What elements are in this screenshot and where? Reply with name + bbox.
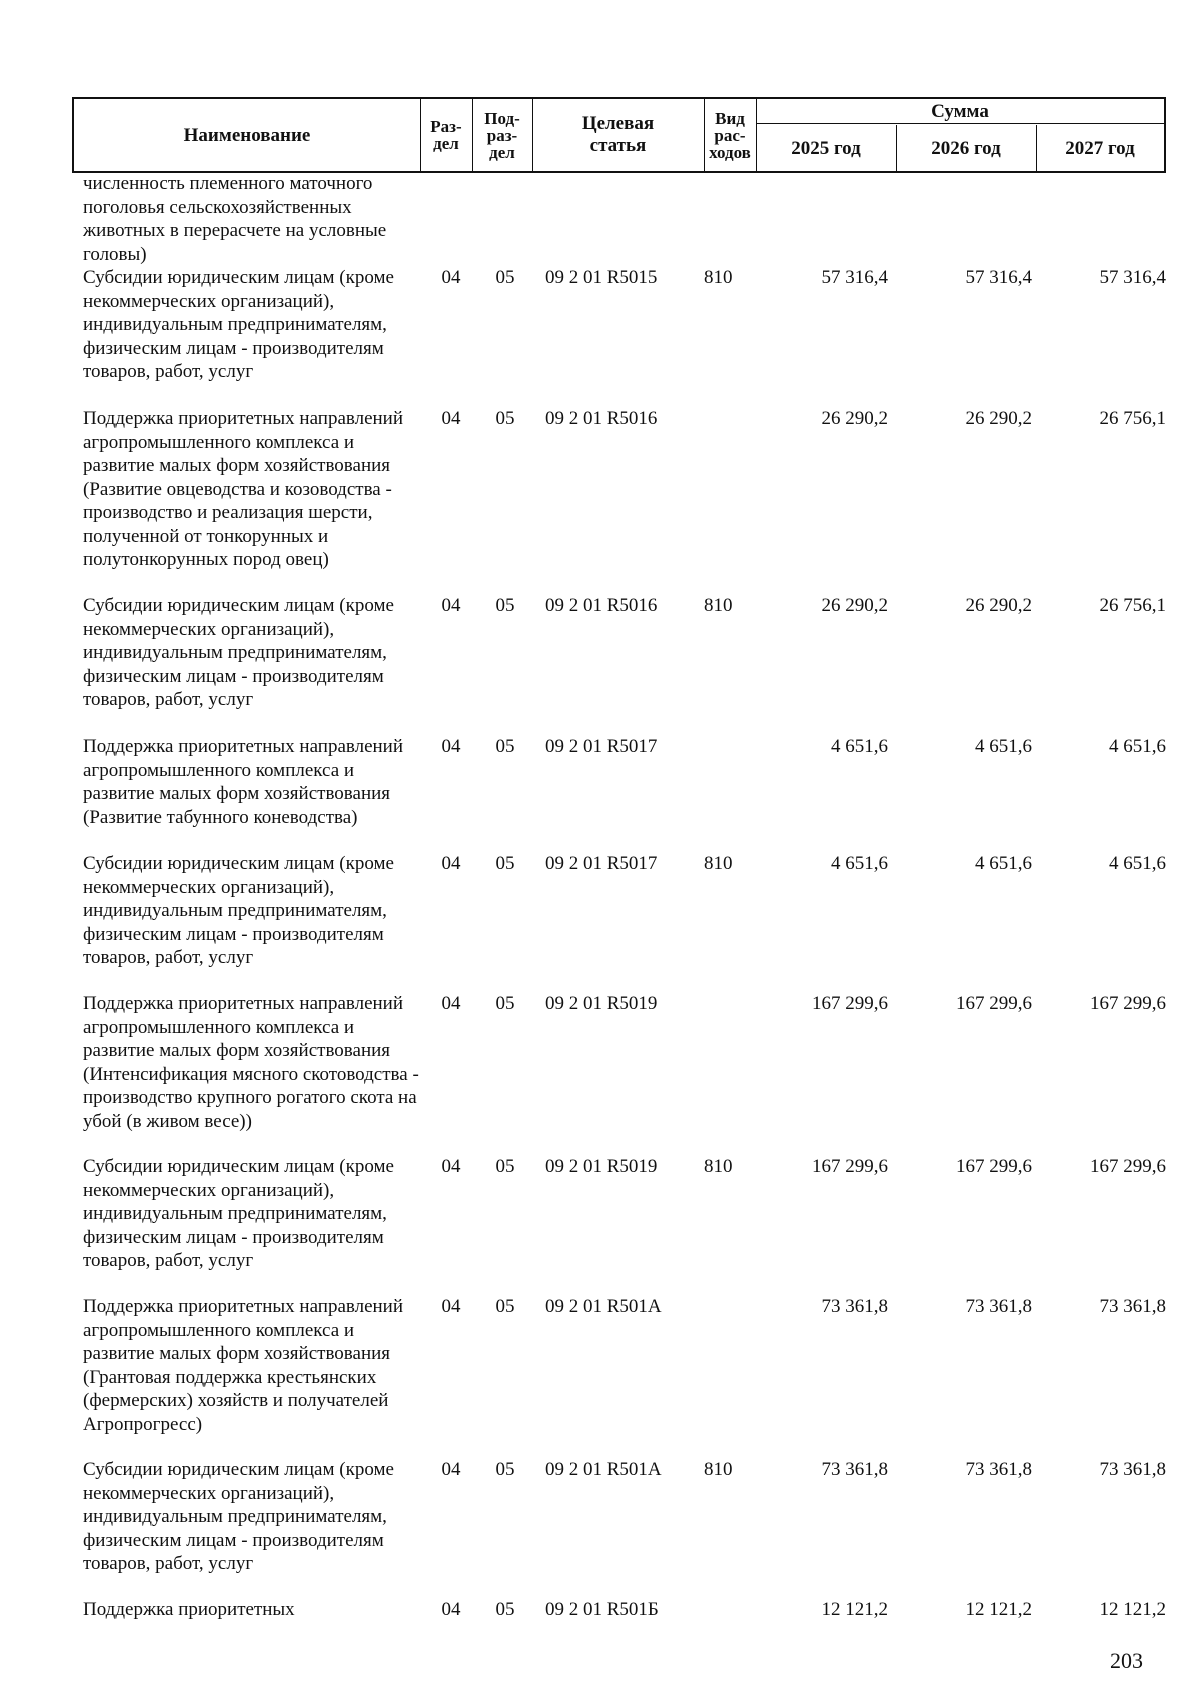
row-2026: 26 290,2 <box>965 595 1032 616</box>
row-2027: 57 316,4 <box>1099 267 1166 288</box>
row-2025: 26 290,2 <box>821 595 888 616</box>
row-celevaya: 09 2 01 R5016 <box>545 595 658 616</box>
row-name: Субсидии юридическим лицам (кроме некоммерческих организаций), индивидуальным предпринимателям, физическим лицам - производителям товаров, работ, услуг <box>83 267 394 382</box>
row-name: Поддержка приоритетных направлений агропромышленного комплекса и развитие малых форм хозяйствования (Развитие овцеводства и козоводства - производство и реализация шерсти, полученной от тонкорунных и полутонкорунных пород овец) <box>83 408 404 570</box>
header-razdel: Раз- дел <box>430 117 462 153</box>
row-name: Субсидии юридическим лицам (кроме некоммерческих организаций), индивидуальным предпринимателям, физическим лицам - производителям товаров, работ, услуг <box>83 853 394 968</box>
row-name: Субсидии юридическим лицам (кроме некоммерческих организаций), индивидуальным предпринимателям, физическим лицам - производителям товаров, работ, услуг <box>83 1459 394 1574</box>
row-2025: 4 651,6 <box>831 736 888 757</box>
header-year-2027: 2027 год <box>1065 137 1135 159</box>
row-2026: 167 299,6 <box>956 993 1032 1014</box>
row-vid: 810 <box>704 267 733 288</box>
row-2026: 26 290,2 <box>965 408 1032 429</box>
row-2025: 4 651,6 <box>831 853 888 874</box>
row-razdel: 04 <box>441 595 461 616</box>
row-celevaya: 09 2 01 R501Б <box>545 1599 659 1620</box>
row-razdel: 04 <box>441 1459 461 1480</box>
row-razdel: 04 <box>441 408 461 429</box>
row-razdel: 04 <box>441 736 461 757</box>
row-name: Поддержка приоритетных направлений агропромышленного комплекса и развитие малых форм хозяйствования (Интенсификация мясного скотоводства - производство крупного рогатого скота на убой (в живом весе)) <box>83 993 419 1132</box>
row-name: Поддержка приоритетных <box>83 1599 295 1620</box>
row-vid: 810 <box>704 853 733 874</box>
header-year-2025: 2025 год <box>791 137 861 159</box>
row-name: численность племенного маточного поголовья сельскохозяйственных животных в перерасчете на условные головы) <box>83 173 387 265</box>
row-vid: 810 <box>704 595 733 616</box>
header-year-2026: 2026 год <box>931 137 1001 159</box>
row-2027: 26 756,1 <box>1099 595 1166 616</box>
row-2026: 4 651,6 <box>975 736 1032 757</box>
row-podrazdel: 05 <box>495 267 515 288</box>
row-2025: 73 361,8 <box>821 1459 888 1480</box>
row-name: Субсидии юридическим лицам (кроме некоммерческих организаций), индивидуальным предпринимателям, физическим лицам - производителям товаров, работ, услуг <box>83 595 394 710</box>
row-2027: 4 651,6 <box>1109 736 1166 757</box>
row-podrazdel: 05 <box>495 736 515 757</box>
row-celevaya: 09 2 01 R5015 <box>545 267 658 288</box>
header-vid: Вид рас- ходов <box>709 108 751 162</box>
row-vid: 810 <box>704 1156 733 1177</box>
row-2025: 12 121,2 <box>821 1599 888 1620</box>
row-podrazdel: 05 <box>495 1296 515 1317</box>
row-2027: 26 756,1 <box>1099 408 1166 429</box>
table-header <box>72 97 1166 173</box>
row-2027: 73 361,8 <box>1099 1296 1166 1317</box>
row-celevaya: 09 2 01 R5016 <box>545 408 658 429</box>
row-razdel: 04 <box>441 853 461 874</box>
row-name: Субсидии юридическим лицам (кроме некоммерческих организаций), индивидуальным предпринимателям, физическим лицам - производителям товаров, работ, услуг <box>83 1156 394 1271</box>
row-razdel: 04 <box>441 993 461 1014</box>
row-2026: 4 651,6 <box>975 853 1032 874</box>
row-podrazdel: 05 <box>495 853 515 874</box>
row-2026: 73 361,8 <box>965 1296 1032 1317</box>
row-celevaya: 09 2 01 R5017 <box>545 736 658 757</box>
row-podrazdel: 05 <box>495 993 515 1014</box>
row-vid: 810 <box>704 1459 733 1480</box>
row-celevaya: 09 2 01 R5019 <box>545 1156 658 1177</box>
row-celevaya: 09 2 01 R501А <box>545 1296 662 1317</box>
header-celevaya: Целевая статья <box>581 113 655 156</box>
row-razdel: 04 <box>441 1156 461 1177</box>
row-2025: 167 299,6 <box>812 993 888 1014</box>
row-podrazdel: 05 <box>495 1459 515 1480</box>
row-podrazdel: 05 <box>495 595 515 616</box>
row-name: Поддержка приоритетных направлений агропромышленного комплекса и развитие малых форм хозяйствования (Грантовая поддержка крестьянских (фермерских) хозяйств и получателей Агропрогресс) <box>83 1296 404 1435</box>
header-summa: Сумма <box>931 100 989 122</box>
row-podrazdel: 05 <box>495 1156 515 1177</box>
row-2025: 167 299,6 <box>812 1156 888 1177</box>
row-razdel: 04 <box>441 1296 461 1317</box>
row-2027: 167 299,6 <box>1090 993 1166 1014</box>
row-2026: 73 361,8 <box>965 1459 1032 1480</box>
header-name: Наименование <box>183 124 311 146</box>
row-2027: 73 361,8 <box>1099 1459 1166 1480</box>
row-name: Поддержка приоритетных направлений агропромышленного комплекса и развитие малых форм хозяйствования (Развитие табунного коневодства) <box>83 736 404 828</box>
row-podrazdel: 05 <box>495 1599 515 1620</box>
row-2026: 167 299,6 <box>956 1156 1032 1177</box>
row-podrazdel: 05 <box>495 408 515 429</box>
row-2025: 26 290,2 <box>821 408 888 429</box>
page-number: 203 <box>1110 1648 1143 1673</box>
row-celevaya: 09 2 01 R501А <box>545 1459 662 1480</box>
row-2027: 12 121,2 <box>1099 1599 1166 1620</box>
header-podrazdel: Под- раз- дел <box>484 108 520 162</box>
row-2025: 73 361,8 <box>821 1296 888 1317</box>
row-razdel: 04 <box>441 267 461 288</box>
row-2027: 4 651,6 <box>1109 853 1166 874</box>
row-2026: 12 121,2 <box>965 1599 1032 1620</box>
row-celevaya: 09 2 01 R5019 <box>545 993 658 1014</box>
row-2026: 57 316,4 <box>965 267 1032 288</box>
row-2025: 57 316,4 <box>821 267 888 288</box>
row-celevaya: 09 2 01 R5017 <box>545 853 658 874</box>
row-2027: 167 299,6 <box>1090 1156 1166 1177</box>
row-razdel: 04 <box>441 1599 461 1620</box>
